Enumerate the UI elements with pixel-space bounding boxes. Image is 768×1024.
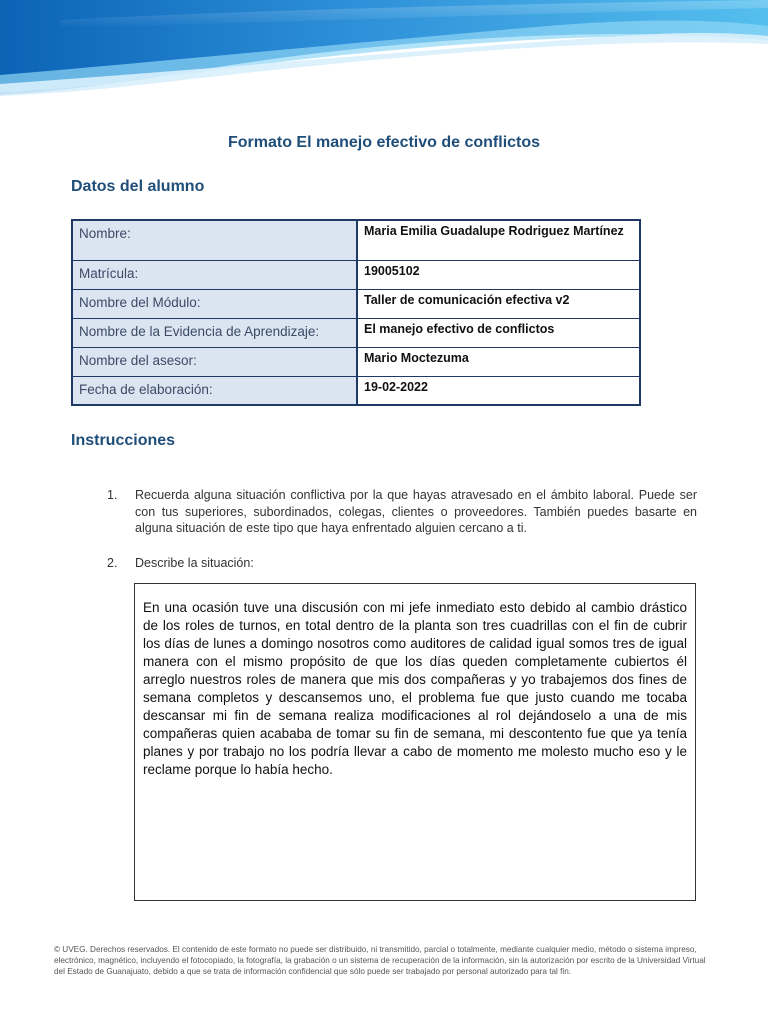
student-data-heading: Datos del alumno (71, 178, 205, 195)
field-value: 19-02-2022 (357, 376, 640, 405)
field-value: Mario Moctezuma (357, 347, 640, 376)
field-value: Taller de comunicación efectiva v2 (357, 289, 640, 318)
field-label: Nombre: (72, 220, 357, 260)
answer-box (134, 583, 696, 901)
table-row (72, 260, 640, 289)
table-row (72, 289, 640, 318)
field-value: El manejo efectivo de conflictos (357, 318, 640, 347)
field-value (357, 220, 640, 260)
field-value: 19005102 (357, 260, 640, 289)
instructions-heading: Instrucciones (71, 432, 176, 449)
list-item (107, 555, 697, 572)
student-data-table (71, 219, 641, 406)
list-item-text: Describe la situación: (135, 555, 254, 570)
field-label: Nombre de la Evidencia de Aprendizaje: (72, 318, 357, 347)
student-name-value: Maria Emilia Guadalupe Rodriguez Martínez (364, 224, 624, 238)
list-item-number: 2. (107, 555, 118, 570)
field-label: Matrícula: (72, 260, 357, 289)
document-title: Formato El manejo efectivo de conflictos (227, 134, 541, 151)
field-label: Fecha de elaboración: (72, 376, 357, 405)
table-row (72, 376, 640, 405)
table-row (72, 220, 640, 260)
list-item (107, 487, 697, 537)
field-label: Nombre del Módulo: (72, 289, 357, 318)
list-item-number: 1. (107, 488, 118, 502)
instructions-list (107, 487, 697, 589)
list-item-text: Recuerda alguna situación conflictiva por la que hayas atravesado en el ámbito laboral. Puede ser con tus superiores, subordinados, colegas, clientes o proveedores. También puedes basarte en alguna situación de este tipo que haya enfrentado alguien cercano a ti. (135, 488, 697, 535)
table-row (72, 347, 640, 376)
header-banner (0, 0, 768, 100)
copyright-footer: © UVEG. Derechos reservados. El contenido de este formato no puede ser distribuido, ni transmitido, parcial o totalmente, mediante cualquier medio, método o sistema impreso, electrónico, magnético, incluyendo el fotocopiado, la fotografía, la grabación o un sistema de recuperación de la información, sin la autorización por escrito de la Universidad Virtual del Estado de Guanajuato, debido a que se trata de información confidencial que sólo puede ser trabajado por personal autorizado para tal fin. (54, 945, 706, 976)
answer-text: En una ocasión tuve una discusión con mi jefe inmediato esto debido al cambio drástico de los roles de turnos, en total dentro de la planta son tres cuadrillas con el fin de cubrir los días de lunes a domingo nosotros como auditores de calidad igual somos tres de igual manera con el mismo propósito de que los días queden completamente cubiertos él arreglo nuestros roles de manera que mis dos compañeras y yo trabajemos dos fines de semana completos y descansemos uno, el problema fue que justo cuando me tocaba descansar mi fin de semana realiza modificaciones al rol dejándoselo a una de mis compañeras quien acababa de tomar su fin de semana, mi descontento fue que ya tenía planes y por trabajo no los podría llevar a cabo de momento me molesto mucho eso y le reclame porque lo había hecho. (143, 600, 687, 777)
field-label: Nombre del asesor: (72, 347, 357, 376)
table-row (72, 318, 640, 347)
